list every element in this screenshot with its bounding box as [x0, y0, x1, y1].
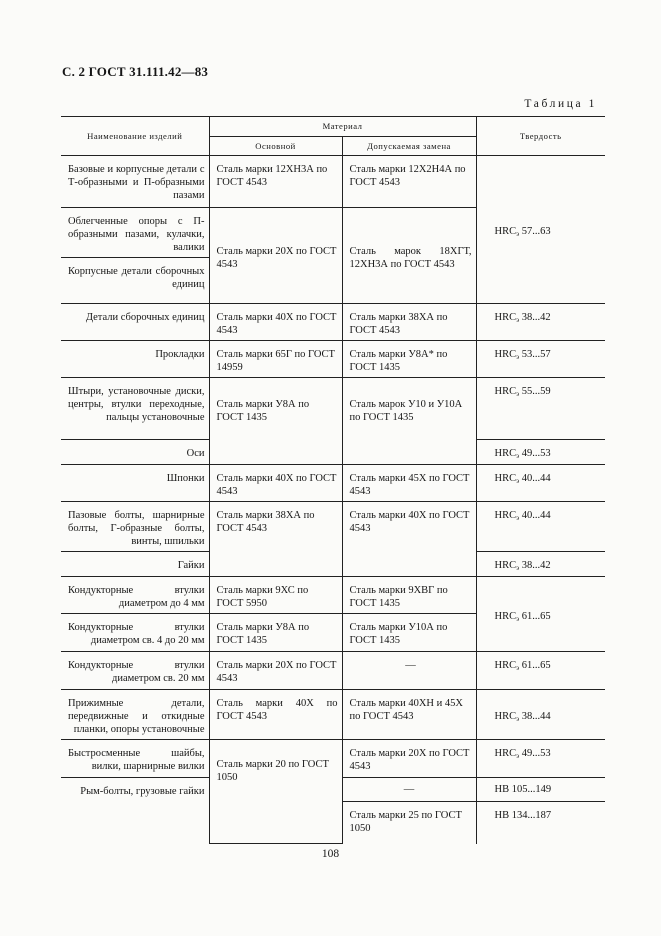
row-name: Прижимные детали, передвижные и откидные планки, опоры установочные [61, 690, 209, 740]
hardness-value: 38...42 [521, 560, 551, 571]
row-name: Прокладки [61, 341, 209, 378]
substitute-line-2: 12ХН3А по ГОСТ 4543 [349, 258, 455, 270]
hrc-subscript: э [516, 477, 520, 485]
row-substitute-material: Сталь марки У8А* по ГОСТ 1435 [342, 341, 476, 378]
hardness-value: 49...53 [521, 448, 551, 459]
row-substitute-material [342, 208, 476, 304]
row-hardness [476, 465, 605, 502]
row-main-material: Сталь марки 12ХН3А по ГОСТ 4543 [209, 156, 342, 208]
row-hardness: НВ 105...149 [476, 778, 605, 802]
header-substitute: Допускаемая замена [342, 137, 476, 156]
hardness-value: 38...42 [521, 312, 551, 323]
hrc-label: HRC [494, 711, 517, 722]
row-substitute-material: Сталь марки 45Х по ГОСТ 4543 [342, 465, 476, 502]
row-hardness [476, 740, 605, 778]
row-main-material: Сталь марки 65Г по ГОСТ 14959 [209, 341, 342, 378]
hrc-subscript: э [516, 752, 520, 760]
row-hardness [476, 341, 605, 378]
hrc-label: HRC [494, 473, 517, 484]
row-hardness [476, 577, 605, 652]
row-substitute-material: Сталь марки 40ХН и 45Х по ГОСТ 4543 [342, 690, 476, 740]
hrc-subscript: э [516, 715, 520, 723]
row-name: Быстросменные шайбы, вилки, шарнирные вилки [61, 740, 209, 778]
row-main-material: Сталь марки 38ХА по ГОСТ 4543 [209, 502, 342, 577]
header-hardness: Твердость [476, 117, 605, 156]
page-number: 108 [321, 848, 340, 860]
row-hardness [476, 690, 605, 740]
row-hardness [476, 440, 605, 465]
hrc-subscript: э [516, 664, 520, 672]
page-header: С. 2 ГОСТ 31.111.42—83 [62, 64, 209, 79]
row-name: Кондукторные втулки диаметром до 4 мм [61, 577, 209, 614]
row-name: Рым-болты, грузовые гайки [61, 778, 209, 844]
main-line-1: Сталь марки 40Х по [216, 698, 338, 709]
row-name: Базовые и корпусные детали с Т-образными и П-образными пазами [61, 156, 209, 208]
hardness-value: 55...59 [521, 386, 551, 397]
row-main-material: Сталь марки 20Х по ГОСТ 4543 [209, 208, 342, 304]
row-hardness [476, 304, 605, 341]
row-name: Оси [61, 440, 209, 465]
hrc-label: HRC [494, 610, 517, 622]
hardness-value: 38...44 [521, 711, 551, 722]
row-substitute-material: Сталь марки 25 по ГОСТ 1050 [342, 802, 476, 844]
hrc-subscript: э [516, 452, 520, 460]
hrc-label: HRC [494, 386, 517, 397]
hrc-subscript: э [516, 230, 520, 238]
row-substitute-material: Сталь марки 20Х по ГОСТ 4543 [342, 740, 476, 778]
header-name: Наименование изделий [61, 117, 209, 156]
hrc-subscript: э [516, 564, 520, 572]
materials-table [61, 116, 605, 844]
row-substitute-material: Сталь марки 40Х по ГОСТ 4543 [342, 502, 476, 577]
table-caption: Таблица 1 [524, 98, 597, 110]
row-main-material: Сталь марки 40Х по ГОСТ 4543 [209, 304, 342, 341]
hardness-value: 61...65 [521, 610, 551, 622]
hrc-label: HRC [494, 226, 517, 237]
name-line-1: Кондукторные втулки [68, 660, 205, 671]
hrc-subscript: э [516, 390, 520, 398]
row-name [61, 652, 209, 690]
header-material: Материал [209, 117, 476, 137]
row-hardness [476, 552, 605, 577]
row-hardness: НВ 134...187 [476, 802, 605, 844]
hardness-value: 61...65 [521, 660, 551, 671]
row-hardness [476, 502, 605, 552]
row-main-material [209, 690, 342, 740]
row-main-material: Сталь марки 40Х по ГОСТ 4543 [209, 465, 342, 502]
main-line-2: ГОСТ 4543 [216, 711, 268, 722]
row-hardness [476, 652, 605, 690]
hrc-label: HRC [494, 560, 517, 571]
row-name: Облегченные опоры с П-образными пазами, кулачки, валики [61, 208, 209, 258]
row-name: Пазовые болты, шарнирные болты, Г-образные болты, винты, шпильки [61, 502, 209, 552]
hrc-subscript: э [516, 316, 520, 324]
name-line-2: диаметром св. 20 мм [112, 673, 205, 684]
hrc-label: HRC [494, 448, 517, 459]
row-name: Корпусные детали сборочных единиц [61, 258, 209, 304]
row-hardness [476, 156, 605, 304]
hardness-value: 40...44 [521, 473, 551, 484]
row-name: Кондукторные втулки диаметром св. 4 до 20 мм [61, 614, 209, 652]
row-substitute-material: — [342, 778, 476, 802]
hardness-value: 40...44 [521, 510, 551, 521]
hrc-subscript: э [516, 614, 520, 623]
hrc-label: HRC [494, 510, 517, 521]
hardness-value: 53...57 [521, 349, 551, 360]
row-main-material: Сталь марки У8А по ГОСТ 1435 [209, 378, 342, 465]
hrc-label: HRC [494, 312, 517, 323]
row-substitute-material: — [342, 652, 476, 690]
row-name: Гайки [61, 552, 209, 577]
hardness-value: 57...63 [521, 226, 551, 237]
row-hardness [476, 378, 605, 440]
row-substitute-material: Сталь марки 9ХВГ по ГОСТ 1435 [342, 577, 476, 614]
row-substitute-material: Сталь марки У10А по ГОСТ 1435 [342, 614, 476, 652]
row-main-material: Сталь марки 20 по ГОСТ 1050 [209, 740, 342, 844]
row-substitute-material: Сталь марок У10 и У10А по ГОСТ 1435 [342, 378, 476, 465]
row-name: Штыри, установочные диски, центры, втулки переходные, пальцы установочные [61, 378, 209, 440]
hrc-label: HRC [494, 349, 517, 360]
substitute-line-1: Сталь марок 18ХГТ, [349, 245, 472, 257]
row-main-material: Сталь марки 20Х по ГОСТ 4543 [209, 652, 342, 690]
header-main: Основной [209, 137, 342, 156]
hrc-subscript: э [516, 514, 520, 522]
hrc-label: HRC [494, 660, 517, 671]
row-substitute-material: Сталь марки 12Х2Н4А по ГОСТ 4543 [342, 156, 476, 208]
row-name: Детали сборочных единиц [61, 304, 209, 341]
row-name: Шпонки [61, 465, 209, 502]
row-substitute-material: Сталь марки 38ХА по ГОСТ 4543 [342, 304, 476, 341]
hardness-value: 49...53 [521, 748, 551, 759]
hrc-label: HRC [494, 748, 517, 759]
hrc-subscript: э [516, 353, 520, 361]
row-main-material: Сталь марки У8А по ГОСТ 1435 [209, 614, 342, 652]
row-main-material: Сталь марки 9ХС по ГОСТ 5950 [209, 577, 342, 614]
materials-table-container [61, 116, 605, 844]
